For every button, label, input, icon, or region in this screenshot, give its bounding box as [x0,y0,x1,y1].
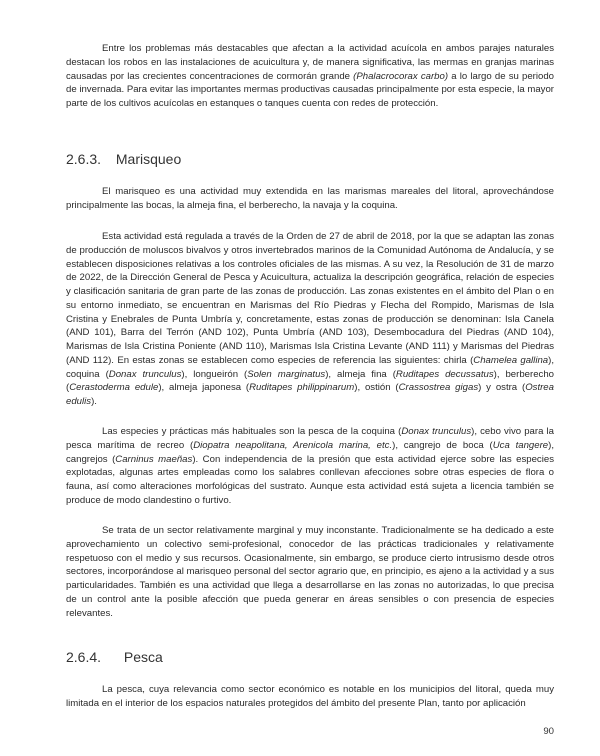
text-run: ), almeja fina ( [325,368,396,380]
species-name: Chamelea gallina [473,354,549,366]
text-run: ), almeja japonesa ( [158,382,250,394]
section-number: 2.6.3. [66,151,102,167]
section-title: Pesca [123,649,163,665]
text-run: ), cebo vivo para la pesca marítima de recreo ( [66,426,555,451]
text-run: ). Con independencia de la presión que esta actividad ejerce sobre las especies explotadas, algunas artes empleadas como los salabres conllevan afecciones sobre otras especies de flora o fauna, así como alteraciones morfológicas del sustrato. Aunque esta actividad está sujeta a licencia también se produce de modo clandestino o furtivo. [66,453,554,506]
text-run: El marisqueo es una actividad muy extendida en las marismas mareales del litoral, aprovechándose principalmente las bocas, la almeja fina, el berberecho, la navaja y la coquina. [66,186,554,211]
species-name: Donax trunculus [108,368,182,380]
species-name: Ruditapes philippinarum [249,382,355,394]
paragraph-marisqueo-regulacion [66,230,554,409]
text-run: Entre los problemas más destacables que afectan a la actividad acuícola en ambos parajes naturales destacan los robos en las instalaciones de acuicultura y, de manera significativa, las mermas en granjas marinas causadas por las crecientes concentraciones de cormorán grande [66,43,554,82]
section-heading-pesca [66,649,163,665]
text-run: ) y ostra ( [478,382,526,394]
text-run: ), longueirón ( [181,368,248,380]
paragraph-marisqueo-sector [66,524,554,620]
section-heading-marisqueo [66,151,181,167]
text-run: Esta actividad está regulada a través de la Orden de 27 de abril de 2018, por la que se adaptan las zonas de producción de moluscos bivalvos y otros invertebrados marinos de la Comunidad Autónoma de Andalucía, y se establecen disposiciones relativas a los controles oficiales de las mismas. A su vez, la Resolución de 31 de marzo de 2022, de la Dirección General de Pesca y Acuicultura, actualiza la descripción geográfica, relación de especies y clasificación sanitaria de gran parte de las zonas de producción. Las zonas existentes en el ámbito del Plan o en su entorno inmediato, se encuentran en Marismas del Río Piedras y Flecha del Rompido, Marismas de Isla Cristina y Enebrales de Punta Umbría y, concretamente, estas zonas de producción se denominan: Isla Canela (AND 101), Barra del Terrón (AND 102), Punta Umbría (AND 103), Desembocadura del Piedras (AND 104), Marismas de Isla Cristina Poniente (AND 110), Marismas Isla Cristina Levante (AND 111) y Marismas del Piedras (AND 112). En estas zonas se establecen como especies de referencia las siguientes: chirla ( [66,231,554,366]
text-run: ), berberecho ( [66,368,555,394]
species-name: Ostrea edulis [66,382,554,407]
species-name: Solen marginatus [247,368,326,380]
text-run: ), cangrejos ( [66,439,555,465]
section-title: Marisqueo [115,151,182,167]
text-run: ). [91,396,97,407]
text-run: La pesca, cuya relevancia como sector económico es notable en los municipios del litoral, queda muy limitada en el interior de los espacios naturales protegidos del ámbito del presente Plan, tanto por aplicación [66,684,554,709]
page-number: 90 [543,726,554,737]
text-run: a lo largo de su periodo de invernada. Para evitar las importantes mermas productivas causadas principalmente por esta especie, la mayor parte de los cultivos acuícolas en estanques o tanques cuenta con redes de protección. [66,70,554,109]
species-name: (Phalacrocorax carbo) [353,70,449,82]
text-run: ), ostión ( [354,382,399,394]
species-name: Cerastoderma edule [69,382,159,394]
text-run: Las especies y prácticas más habituales son la pesca de la coquina ( [102,426,402,437]
paragraph-acuicultura [66,42,554,111]
species-name: Uca tangere [492,439,549,451]
section-number: 2.6.4. [66,649,102,665]
text-run: ), coquina ( [66,354,554,380]
species-name: Crassostrea gigas [398,382,479,394]
species-name: Donax trunculus [401,426,472,437]
text-run: ), cangrejo de boca ( [392,439,493,451]
paragraph-pesca [66,683,554,711]
text-run: Se trata de un sector relativamente marginal y muy inconstante. Tradicionalmente se ha dedicado a este aprovechamiento un colectivo semi-profesional, conocedor de las prácticas tradicionales y relativamente respetuoso con el medio y sus recursos. Ocasionalmente, sin embargo, se produce cierto intrusismo desde otros sectores, incorporándose al marisqueo personal del sector agrario que, en principio, es ajeno a la actividad y a sus particularidades. También es una actividad que llega a desarrollarse en las zonas no autorizadas, lo que precisa de un control ante la posible afección que pueda generar en áreas sensibles o con presencia de especies relevantes. [66,525,554,619]
species-name: Carninus maeñas [115,453,193,465]
species-name: Diopatra neapolitana, Arenicola marina, etc. [193,439,393,451]
species-name: Ruditapes decussatus [395,368,494,380]
paragraph-marisqueo-intro [66,185,554,213]
paragraph-marisqueo-especies [66,425,554,508]
